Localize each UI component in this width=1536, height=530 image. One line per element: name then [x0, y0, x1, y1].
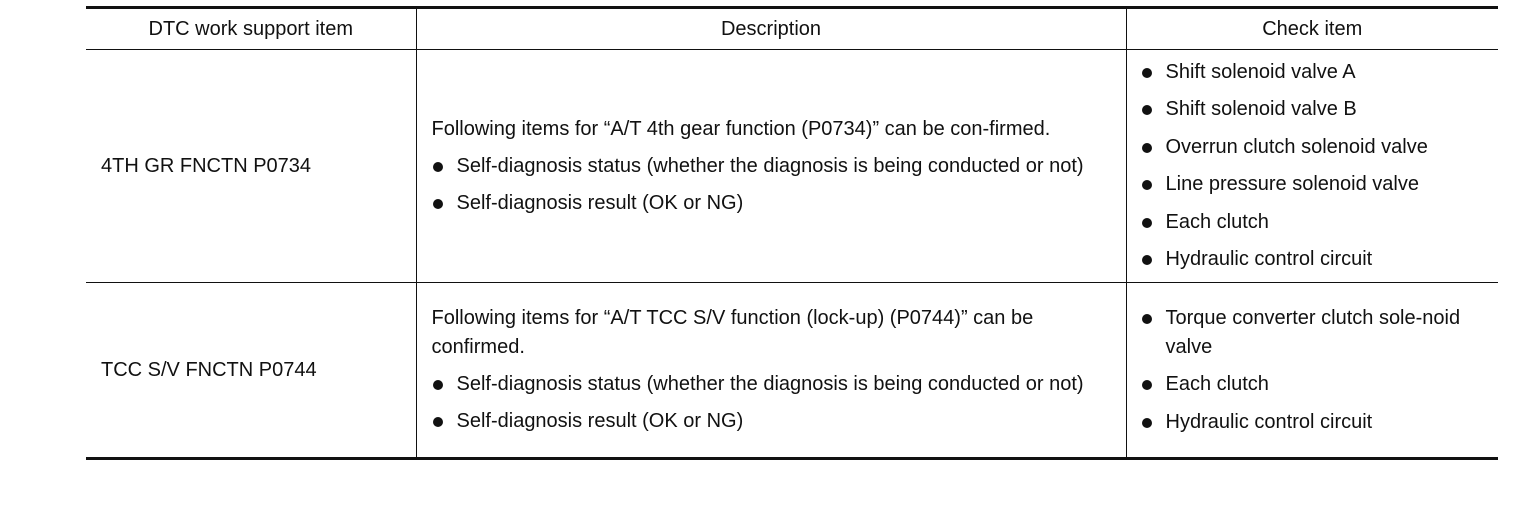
- header-check-item: Check item: [1126, 8, 1498, 50]
- bullet-icon: [1142, 418, 1152, 428]
- table-row: [86, 283, 1498, 459]
- check-item-list: [1141, 304, 1489, 437]
- list-item: [1141, 170, 1489, 199]
- table-body: [86, 50, 1498, 459]
- list-item-text: Hydraulic control circuit: [1165, 248, 1373, 271]
- bullet-icon: [1142, 314, 1152, 324]
- list-item-text: Shift solenoid valve A: [1165, 60, 1356, 83]
- description-cell: [416, 283, 1126, 459]
- bullet-icon: [1142, 180, 1152, 190]
- list-item-text: Self-diagnosis result (OK or NG): [456, 410, 744, 432]
- list-item: [1141, 408, 1489, 437]
- list-item-text: Each clutch: [1165, 373, 1269, 395]
- list-item: [1141, 245, 1489, 274]
- bullet-icon: [1142, 143, 1152, 153]
- bullet-icon: [1142, 105, 1152, 115]
- list-item: [432, 189, 1114, 218]
- header-dtc-work-support-item: DTC work support item: [86, 8, 416, 50]
- list-item-text: Overrun clutch solenoid valve: [1165, 135, 1428, 158]
- list-item-text: Shift solenoid valve B: [1165, 98, 1357, 121]
- bullet-icon: [433, 380, 443, 390]
- list-item-text: Self-diagnosis result (OK or NG): [456, 191, 744, 214]
- list-item-text: Self-diagnosis status (whether the diagnosis is being conducted or not): [456, 154, 1084, 177]
- table-header: [86, 8, 1498, 50]
- list-item: [1141, 304, 1489, 362]
- check-item-list: [1141, 58, 1489, 275]
- list-item: [1141, 370, 1489, 399]
- bullet-icon: [1142, 255, 1152, 265]
- list-item-text: Each clutch: [1165, 210, 1269, 233]
- list-item: [1141, 208, 1489, 237]
- description-list: [432, 152, 1114, 218]
- description-intro: Following items for “A/T 4th gear function (P0734)” can be con-firmed.: [431, 117, 1051, 140]
- work-support-item-cell: TCC S/V FNCTN P0744: [86, 283, 416, 459]
- list-item: [1141, 95, 1489, 124]
- list-item-text: Torque converter clutch sole-noid valve: [1165, 306, 1461, 358]
- bullet-icon: [433, 417, 443, 427]
- list-item-text: Line pressure solenoid valve: [1165, 173, 1419, 196]
- check-item-cell: [1126, 50, 1498, 283]
- list-item: [432, 370, 1114, 399]
- list-item: [1141, 133, 1489, 162]
- bullet-icon: [433, 199, 443, 209]
- list-item-text: Self-diagnosis status (whether the diagnosis is being conducted or not): [456, 373, 1084, 395]
- bullet-icon: [1142, 380, 1152, 390]
- description-cell: [416, 50, 1126, 283]
- list-item: [432, 152, 1114, 181]
- list-item-text: Hydraulic control circuit: [1165, 410, 1373, 433]
- bullet-icon: [1142, 68, 1152, 78]
- check-item-cell: [1126, 283, 1498, 459]
- description-list: [432, 370, 1114, 436]
- header-row: [86, 8, 1498, 50]
- list-item: [432, 407, 1114, 436]
- dtc-work-support-table: [86, 6, 1498, 460]
- header-description: Description: [416, 8, 1126, 50]
- bullet-icon: [433, 162, 443, 172]
- description-intro: Following items for “A/T TCC S/V function (lock-up) (P0744)” can be confirmed.: [431, 307, 1034, 358]
- work-support-item-cell: 4TH GR FNCTN P0734: [86, 50, 416, 283]
- bullet-icon: [1142, 218, 1152, 228]
- list-item: [1141, 58, 1489, 87]
- table-row: [86, 50, 1498, 283]
